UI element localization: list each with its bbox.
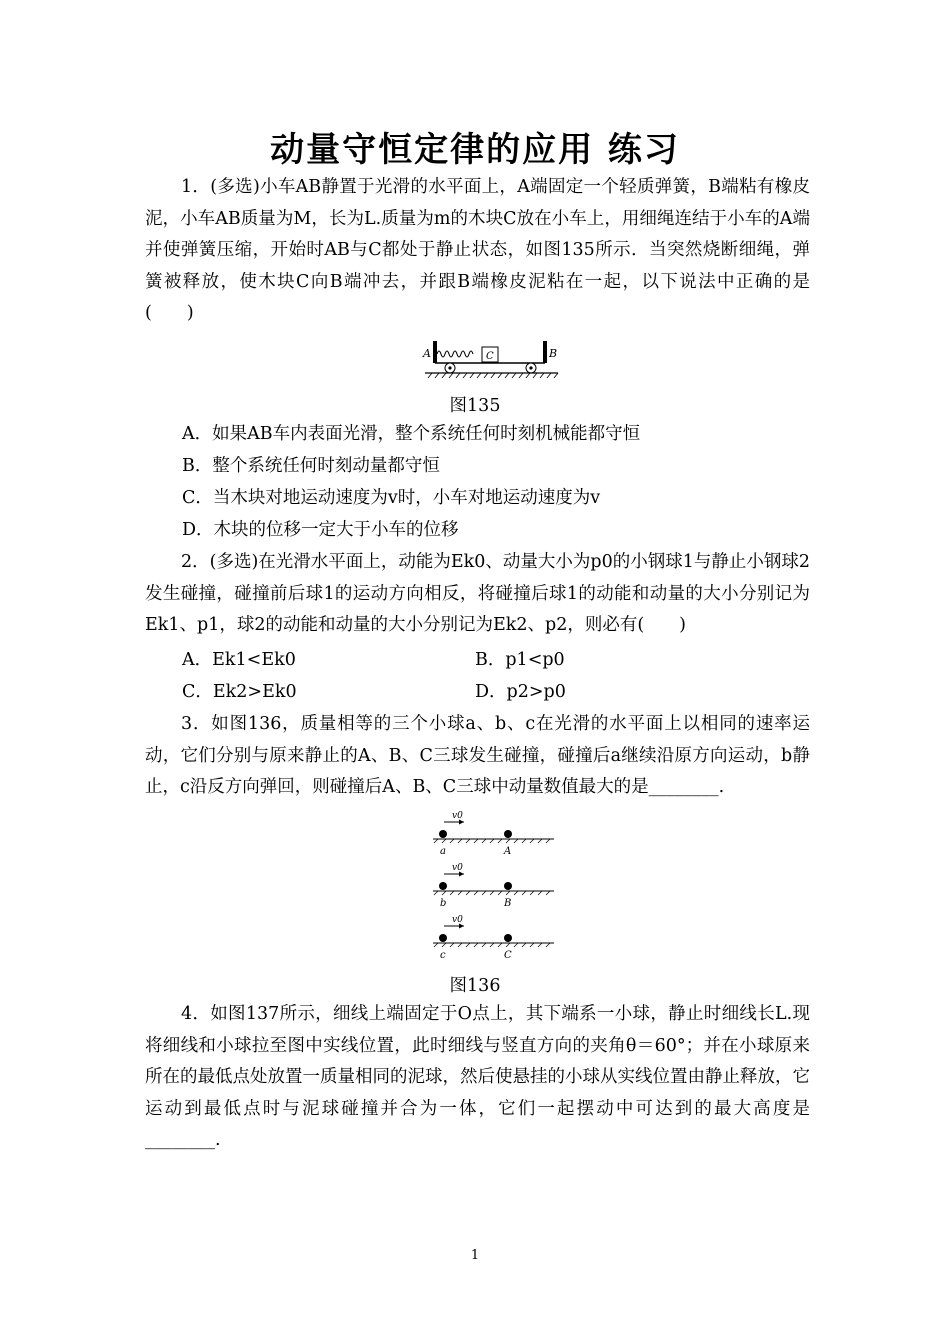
row-1-velocity: v0 [452,811,463,821]
row-1-moving-label: a [440,846,446,857]
cart-end-a [433,341,437,363]
figure-136-row-1 [433,811,554,857]
figure-135-cart-diagram [420,336,562,382]
q2-option-a: A．Ek1<Ek0 [182,650,296,670]
row-1-still-ball [504,830,512,838]
row-3-moving-label: c [440,950,446,961]
figure-136-row-2 [433,863,554,909]
question-4-stem: 4．如图137所示，细线上端固定于O点上，其下端系一小球，静止时细线长L.现将细线和小球拉至图中实线位置，此时细线与竖直方向的夹角θ＝60°；并在小球原来所在的最低点处放置一质量相同的泥球，然后使悬挂的小球从实线位置由静止释放，它运动到最低点时与泥球碰撞并合为一体，它们一起摆动中可达到的最大高度是________. [145,1004,810,1150]
q2-option-c: C．Ek2>Ek0 [182,682,297,702]
q2-option-b: B．p1<p0 [475,650,565,670]
row-3-moving-ball [439,934,447,942]
question-2-stem: 2．(多选)在光滑水平面上，动能为Ek0、动量大小为p0的小钢球1与静止小钢球2发生碰撞，碰撞前后球1的运动方向相反，将碰撞后球1的动能和动量的大小分别记为Ek1、p1，球2的动能和动量的大小分别记为Ek2、p2，则必有( ) [145,552,810,635]
figure-135-caption: 图135 [449,396,501,416]
figure-136-collision-diagram [428,808,560,964]
row-3-still-ball [504,934,512,942]
row-2-velocity: v0 [452,863,463,873]
figure-135-label-a: A [423,347,431,360]
row-2-still-ball [504,882,512,890]
row-3-still-label: C [504,950,512,961]
q1-option-b: B．整个系统任何时刻动量都守恒 [182,456,440,476]
spring [437,351,473,357]
q1-option-a: A．如果AB车内表面光滑，整个系统任何时刻机械能都守恒 [182,424,641,444]
row-3-velocity: v0 [452,915,463,925]
page-number: 1 [470,1248,480,1263]
q1-option-d: D．木块的位移一定大于小车的位移 [182,520,459,540]
figure-135-label-b: B [549,347,558,360]
cart-end-b [543,341,547,363]
question-1-stem: 1．(多选)小车AB静置于光滑的水平面上，A端固定一个轻质弹簧，B端粘有橡皮泥，小车AB质量为M，长为L.质量为m的木块C放在小车上，用细绳连结于小车的A端并使弹簧压缩，开始时AB与C都处于静止状态，如图135所示．当突然烧断细绳，弹簧被释放，使木块C向B端冲去，并跟B端橡皮泥粘在一起，以下说法中正确的是( ) [145,177,810,323]
page-title: 动量守恒定律的应用 练习 [270,130,680,170]
q2-option-d: D．p2>p0 [475,682,566,702]
figure-136-row-3 [433,915,554,961]
q1-option-c: C．当木块对地运动速度为v时，小车对地运动速度为v [182,488,601,508]
question-3-stem: 3．如图136，质量相等的三个小球a、b、c在光滑的水平面上以相同的速率运动，它们分别与原来静止的A、B、C三球发生碰撞，碰撞后a继续沿原方向运动，b静止，c沿反方向弹回，则碰撞后A、B、C三球中动量数值最大的是________. [145,714,810,797]
figure-136-caption: 图136 [449,976,501,996]
figure-135-label-c: C [486,351,494,362]
row-2-moving-ball [439,882,447,890]
ground-hatching [428,373,558,378]
row-1-still-label: A [504,846,512,857]
row-2-moving-label: b [440,898,447,909]
row-1-moving-ball [439,830,447,838]
row-2-still-label: B [504,898,512,909]
